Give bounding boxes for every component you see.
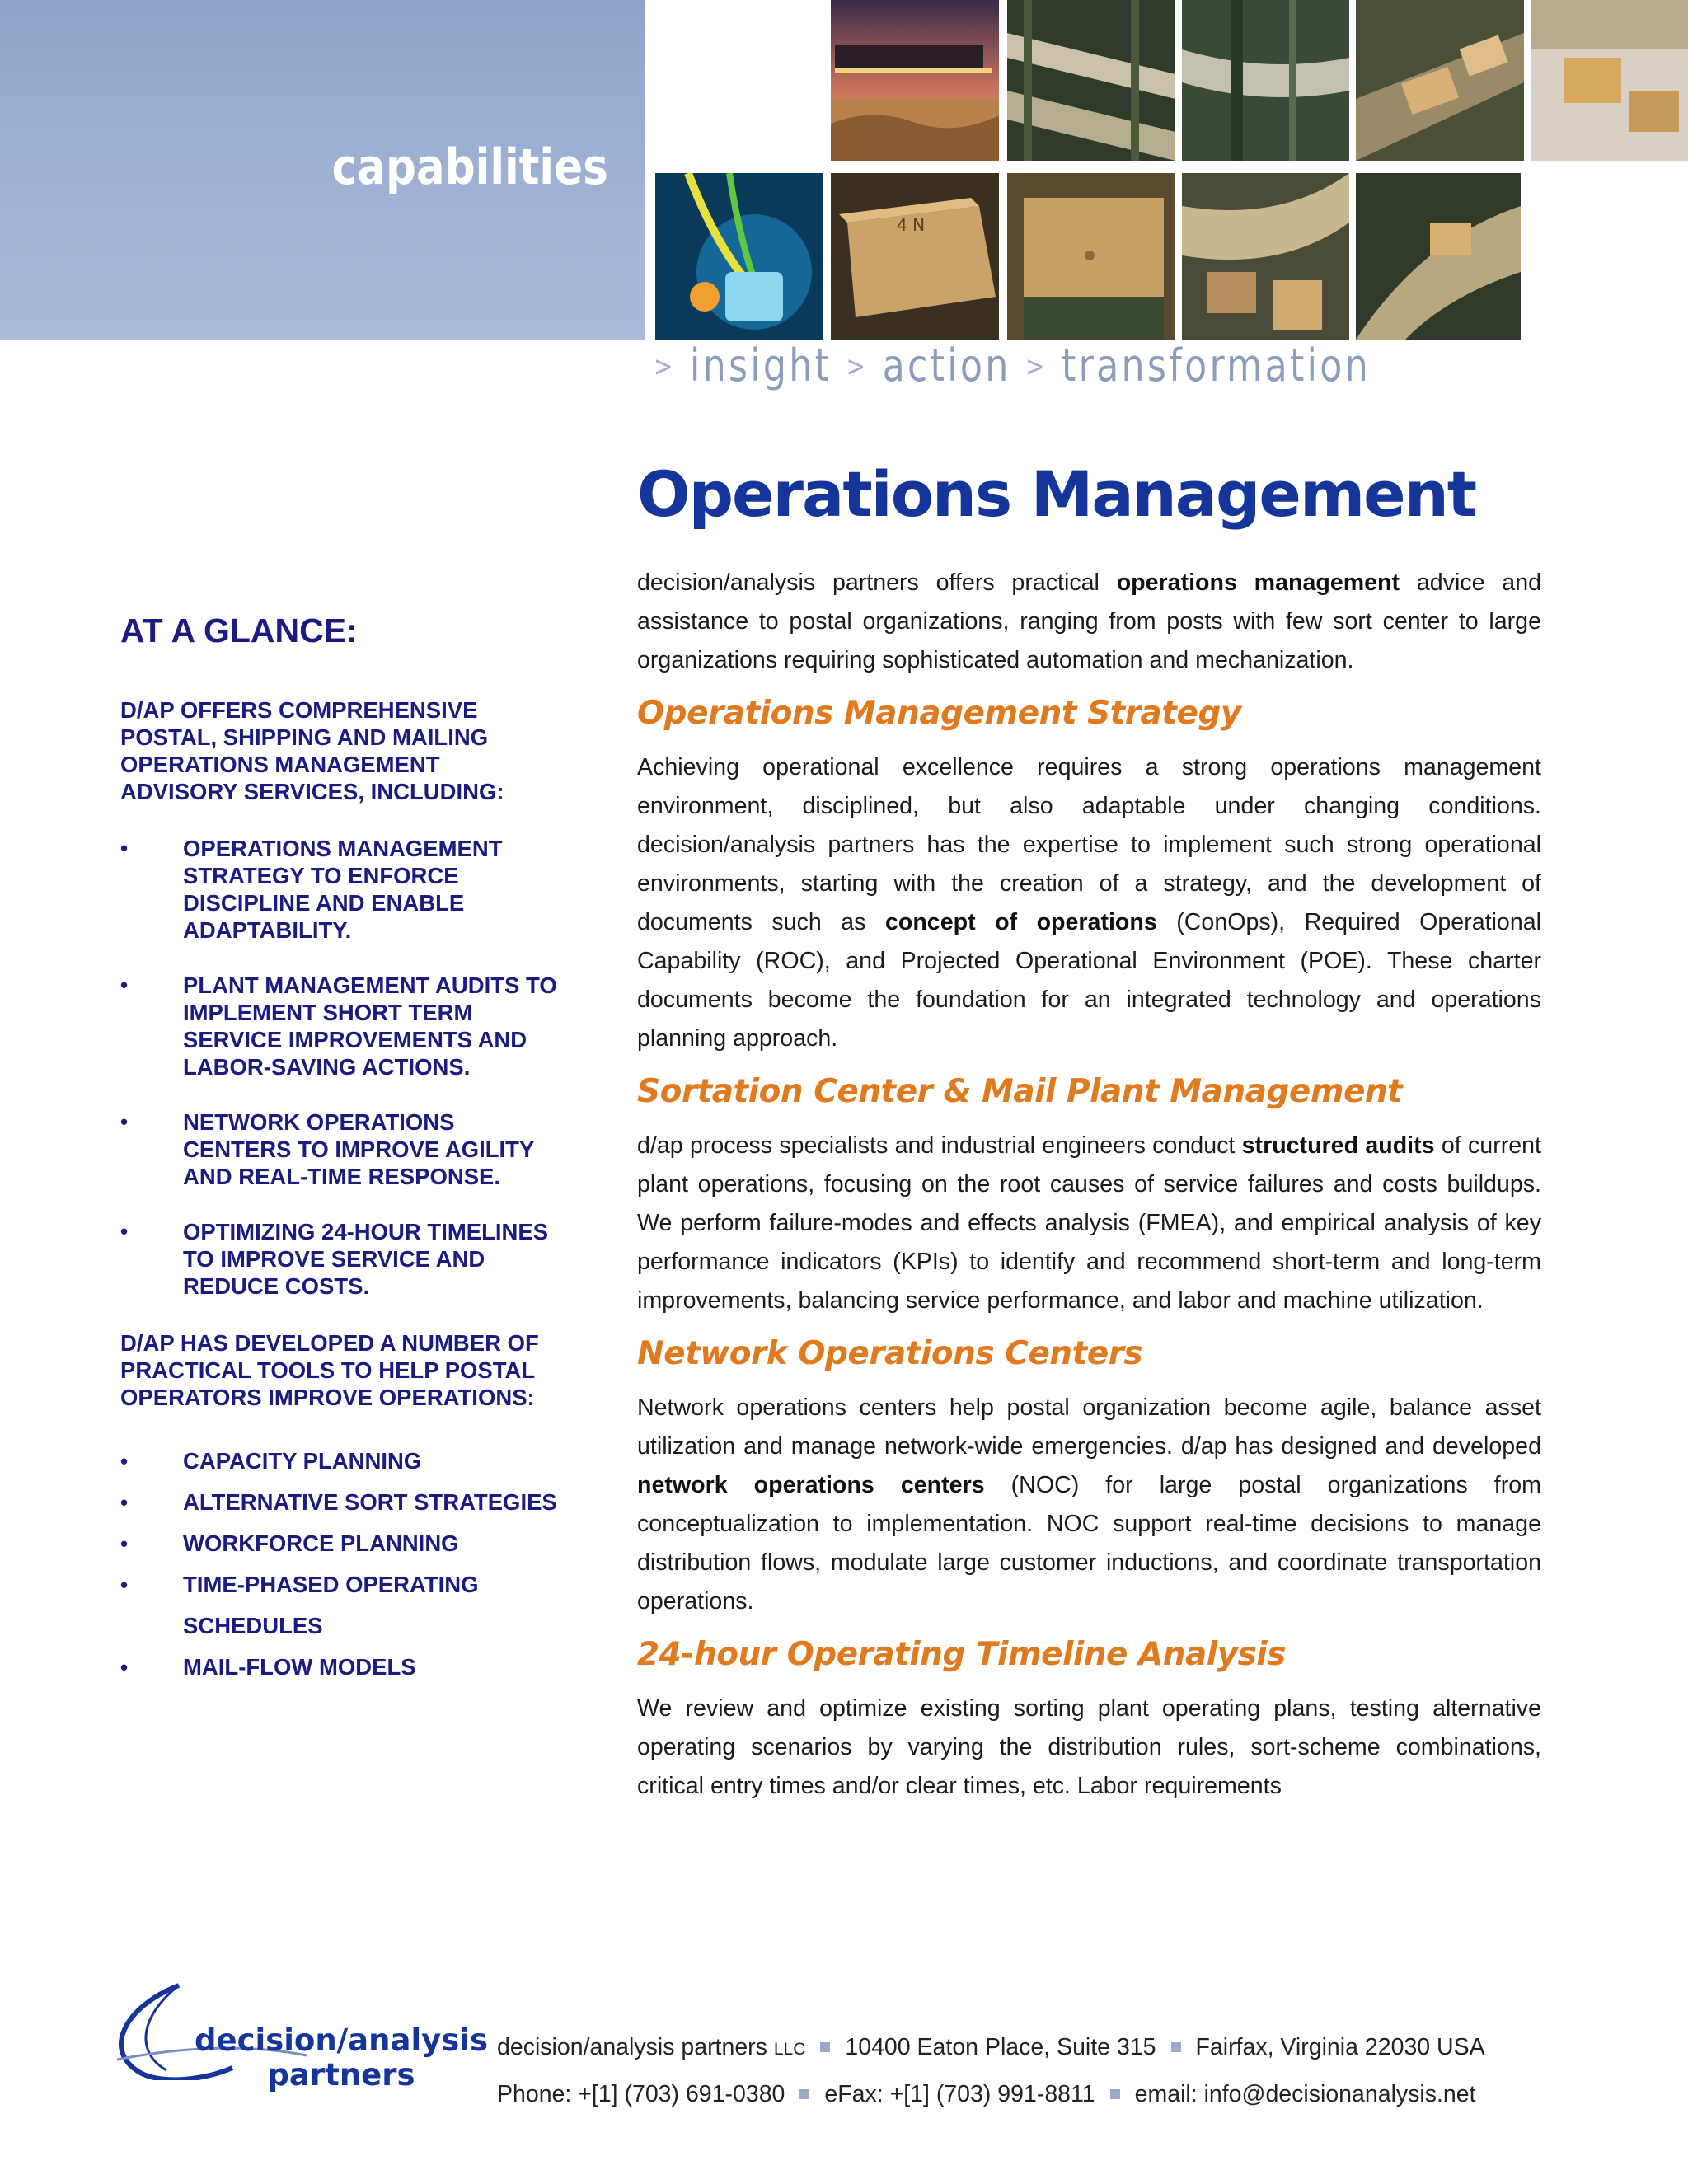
tool-item: • MAIL-FLOW MODELS — [120, 1647, 557, 1688]
footer-company: decision/analysis partners — [497, 2034, 767, 2060]
footer-address-line — [497, 2025, 1485, 2072]
service-item: • OPTIMIZING 24-HOUR TIMELINES TO IMPROVE SERVICE AND REDUCE COSTS. — [120, 1218, 557, 1300]
service-item: • NETWORK OPERATIONS CENTERS TO IMPROVE AGILITY AND REAL-TIME RESPONSE. — [120, 1108, 557, 1190]
separator-square-icon — [1171, 2042, 1181, 2052]
tagline-arrow-2: > — [846, 350, 869, 383]
footer-phone: Phone: +[1] (703) 691-0380 — [497, 2081, 785, 2107]
conveyor-photo-1 — [1007, 0, 1175, 161]
glance-intro: D/AP OFFERS COMPREHENSIVE POSTAL, SHIPPING AND MAILING OPERATIONS MANAGEMENT ADVISORY SERVICES, INCLUDING: — [120, 697, 504, 804]
service-item: • PLANT MANAGEMENT AUDITS TO IMPLEMENT SHORT TERM SERVICE IMPROVEMENTS AND LABOR-SAVING ACTIONS. — [120, 972, 557, 1080]
section-heading-noc: Network Operations Centers — [637, 1335, 1143, 1372]
intro-text-2: advice and assistance to postal organizations, ranging from posts with few sort center to large organizations requiring sophisticated automation and mechanization. — [637, 569, 1541, 673]
footer-contact — [497, 2025, 1485, 2116]
boxes-photo-2 — [1531, 0, 1688, 161]
tagline-insight: insight — [690, 340, 832, 391]
cardboard-box-photo — [831, 173, 999, 340]
noc-text-2: (NOC) for large postal organizations from conceptualization to implementation. NOC support real-time decisions to manage distribution flows, modulate large customer inductions, and coordinate transportation operations. — [637, 1472, 1541, 1615]
separator-square-icon — [799, 2089, 809, 2099]
services-list — [120, 835, 557, 1300]
curved-conveyor-photo — [1356, 173, 1521, 340]
footer-llc: LLC — [773, 2040, 806, 2059]
sortation-bold: structured audits — [1241, 1132, 1435, 1159]
tools-list — [120, 1441, 557, 1688]
main-content — [637, 564, 1541, 1809]
company-logo-text — [195, 2023, 488, 2093]
tagline — [654, 340, 1371, 391]
tool-item: • CAPACITY PLANNING — [120, 1441, 557, 1482]
footer-address: 10400 Eaton Place, Suite 315 — [845, 2034, 1156, 2060]
tagline-action: action — [882, 340, 1011, 391]
footer-email[interactable]: email: info@decisionanalysis.net — [1134, 2081, 1476, 2107]
separator-square-icon — [1110, 2089, 1120, 2099]
separator-square-icon — [820, 2042, 830, 2052]
tools-intro: D/AP HAS DEVELOPED A NUMBER OF PRACTICAL TOOLS TO HELP POSTAL OPERATORS IMPROVE OPERATIONS: — [120, 1330, 539, 1410]
tagline-arrow-3: > — [1025, 350, 1048, 383]
timeline-text-1: We review and optimize existing sorting plant operating plans, testing alternative operating scenarios by varying the distribution rules, sort-scheme combinations, critical entry times and/or clear times, etc. Labor requirements — [637, 1695, 1541, 1799]
intro-text-1: decision/analysis partners offers practical — [637, 569, 1117, 596]
tagline-arrow-1: > — [654, 350, 676, 383]
svg-text:4 N: 4 N — [897, 215, 926, 235]
intro-paragraph — [637, 564, 1541, 680]
section-heading-timeline: 24-hour Operating Timeline Analysis — [637, 1636, 1286, 1673]
conveyor-boxes-photo — [1007, 173, 1175, 340]
logo-line-1: decision/analysis — [195, 2022, 488, 2058]
logo-line-2: partners — [267, 2057, 415, 2093]
tool-item: • ALTERNATIVE SORT STRATEGIES — [120, 1482, 557, 1523]
strategy-text-2: (ConOps), Required Operational Capability (ROC), and Projected Operational Environment (POE). These charter documents become the foundation for an integrated technology and operations planning approach. — [637, 909, 1541, 1052]
tagline-transformation: transformation — [1061, 340, 1371, 391]
truck-sunset-photo — [831, 0, 999, 161]
intro-bold: operations management — [1116, 569, 1400, 596]
page-title: Operations Management — [637, 457, 1476, 531]
service-item: • OPERATIONS MANAGEMENT STRATEGY TO ENFORCE DISCIPLINE AND ENABLE ADAPTABILITY. — [120, 835, 557, 944]
header-banner — [0, 0, 645, 340]
footer-efax: eFax: +[1] (703) 991-8811 — [824, 2081, 1095, 2107]
footer-contact-line — [497, 2072, 1485, 2116]
section-paragraph-sortation — [637, 1127, 1541, 1320]
noc-bold: network operations centers — [637, 1472, 985, 1498]
banner-title: capabilities — [331, 138, 608, 196]
strategy-bold: concept of operations — [884, 909, 1157, 935]
sortation-text-2: of current plant operations, focusing on the root causes of service failures and costs buildups. We perform failure-modes and effects analysis (FMEA), and empirical analysis of key performance indicators (KPIs) to identify and recommend short-term and long-term improvements, balancing service performance, and labor and machine utilization. — [637, 1132, 1541, 1314]
section-paragraph-noc — [637, 1389, 1541, 1621]
at-a-glance-sidebar — [120, 612, 557, 1688]
sorting-belt-photo — [1182, 173, 1349, 340]
fiber-optic-photo — [655, 173, 823, 340]
tool-item: • WORKFORCE PLANNING — [120, 1523, 557, 1564]
noc-text-1: Network operations centers help postal organization become agile, balance asset utilization and manage network-wide emergencies. d/ap has designed and developed — [637, 1394, 1541, 1460]
strategy-text-1: Achieving operational excellence requires a strong operations management environment, disciplined, but also adaptable under changing conditions. decision/analysis partners has the expertise to implement such strong operational environments, starting with the creation of a strategy, and the development of documents such as — [637, 754, 1541, 935]
section-heading-sortation: Sortation Center & Mail Plant Management — [637, 1073, 1403, 1110]
sortation-text-1: d/ap process specialists and industrial engineers conduct — [637, 1132, 1242, 1159]
boxes-photo-1 — [1356, 0, 1524, 161]
section-paragraph-strategy — [637, 748, 1541, 1058]
glance-title: AT A GLANCE: — [120, 612, 358, 649]
footer-city: Fairfax, Virginia 22030 USA — [1195, 2034, 1485, 2060]
tool-item: • TIME-PHASED OPERATING SCHEDULES — [120, 1564, 557, 1647]
section-paragraph-timeline — [637, 1690, 1541, 1806]
conveyor-photo-2 — [1182, 0, 1349, 161]
section-heading-strategy: Operations Management Strategy — [637, 695, 1241, 732]
